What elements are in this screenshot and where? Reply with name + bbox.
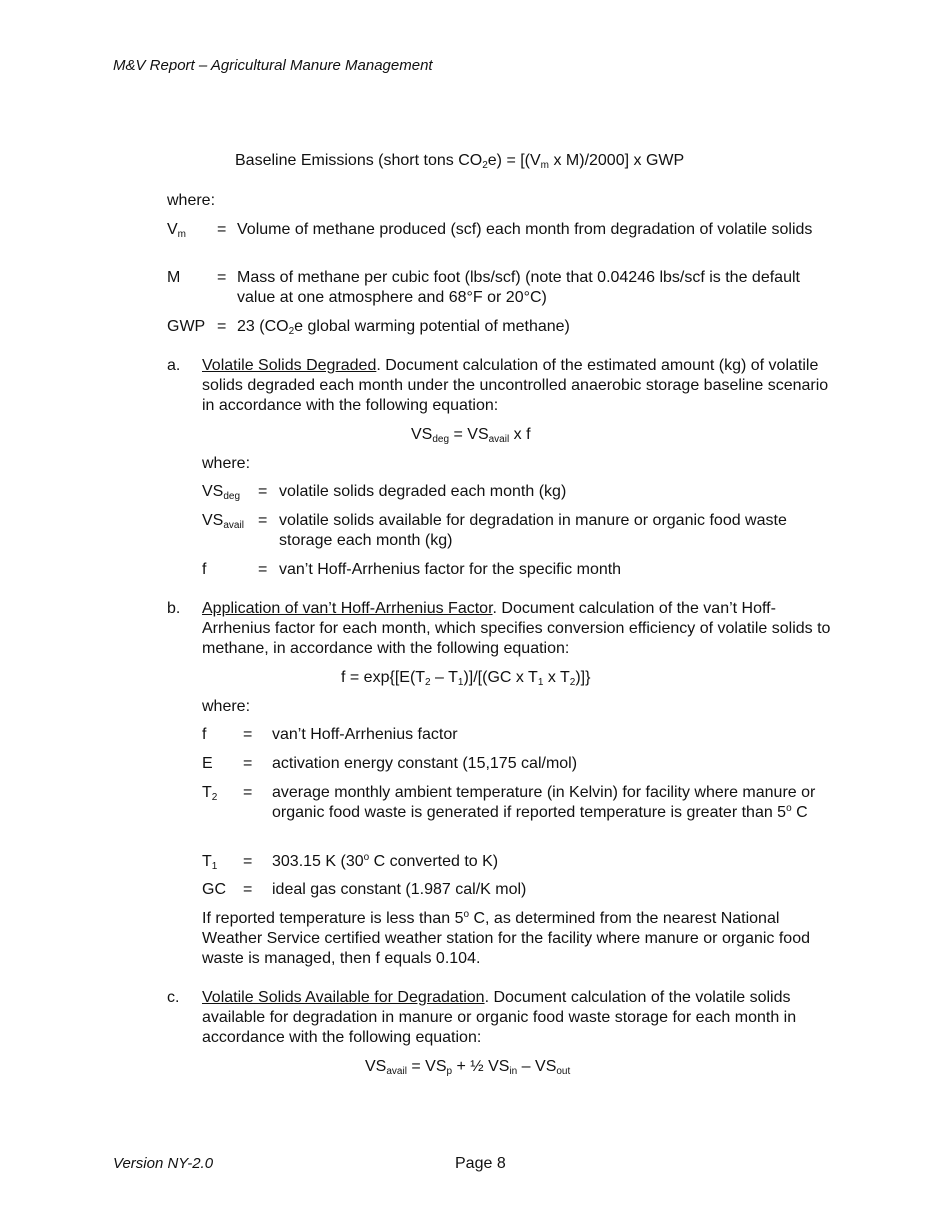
- section-a-paragraph: Volatile Solids Degraded. Document calculation of the estimated amount (kg) of volatile solids degraded each month under the uncontrolled anaerobic storage baseline scenario in accordance with the following equation:: [202, 357, 829, 414]
- definition-desc: 23 ($CO_2e$ global warming potential of methane): [237, 318, 570, 337]
- definition-term: GC: [202, 881, 226, 898]
- baseline-emissions-equation: Baseline Emissions (short tons $CO_2e) = [(V_m$ x M)/2000] x GWP: [235, 152, 685, 171]
- definition-f-factor: f = van’t Hoff-Arrhenius factor: [202, 725, 842, 745]
- definition-desc: average monthly ambient temperature (in Kelvin) for facility where manure or organic food waste is generated if reported temperature is greater than 5$^o$ C: [272, 784, 816, 821]
- definition-gc: GC = ideal gas constant (1.987 cal/K mol): [202, 880, 842, 900]
- section-b-where-label: where:: [202, 698, 251, 715]
- definition-desc: activation energy constant (15,175 cal/mol): [272, 755, 578, 772]
- definition-term: $V_m$: [167, 221, 187, 240]
- definition-term: E: [202, 755, 213, 772]
- definition-desc: Volume of methane produced (scf) each month from degradation of volatile solids: [237, 221, 813, 238]
- low-temperature-note: If reported temperature is less than 5$^o$ C, as determined from the nearest National Weather Service certified weather station for the facility where manure or organic food waste is managed, then f equals 0.104.: [202, 909, 810, 967]
- definition-gwp: GWP = 23 ($CO_2e$ global warming potential of methane): [167, 317, 847, 337]
- definition-term: $T_1$: [202, 853, 218, 872]
- definition-term: M: [167, 269, 181, 286]
- definition-e: E = activation energy constant (15,175 cal/mol): [202, 754, 842, 774]
- intro-where-label: where:: [167, 192, 216, 209]
- section-b-letter: b.: [167, 600, 181, 617]
- section-c-paragraph: Volatile Solids Available for Degradation. Document calculation of the volatile solids available for degradation in manure or organic food waste storage for each month in accordance with the following equation:: [202, 989, 797, 1046]
- section-a-letter: a.: [167, 357, 181, 374]
- definition-term: $VS_{deg}$: [202, 483, 241, 502]
- definition-t2: $T_2$ = average monthly ambient temperature (in Kelvin) for facility where manure or organic food waste is generated if reported temperature is greater than 5$^o$ C: [202, 783, 842, 843]
- section-c-title: Volatile Solids Available for Degradation: [202, 989, 485, 1006]
- definition-term: f: [202, 726, 207, 743]
- vs-degraded-equation: $VS_{deg} = VS_{avail}$ x f: [411, 426, 531, 445]
- definition-f: f = van’t Hoff-Arrhenius factor for the specific month: [202, 560, 842, 580]
- footer-version: Version NY-2.0: [113, 1155, 214, 1172]
- definition-term: $T_2$: [202, 784, 218, 803]
- definition-vs-deg: $VS_{deg}$ = volatile solids degraded each month (kg): [202, 482, 842, 502]
- definition-vs-avail: $VS_{avail}$ = volatile solids available for degradation in manure or organic food waste storage each month (kg): [202, 511, 842, 551]
- section-b-paragraph: Application of van’t Hoff-Arrhenius Factor. Document calculation of the van’t Hoff-Arrhenius factor for each month, which specifies conversion efficiency of volatile solids to methane, in accordance with the following equation:: [202, 600, 831, 657]
- definition-desc: van’t Hoff-Arrhenius factor: [272, 726, 458, 743]
- definition-desc: 303.15 K (30$^o$ C converted to K): [272, 852, 499, 870]
- vs-available-equation: $VS_{avail} = VS_p$ + ½ $VS_{in} - VS_{out}$: [365, 1058, 571, 1077]
- definition-desc: Mass of methane per cubic foot (lbs/scf) (note that 0.04246 lbs/scf is the default value at one atmosphere and 68°F or 20°C): [237, 269, 800, 306]
- section-b-title: Application of van’t Hoff-Arrhenius Factor: [202, 600, 493, 617]
- definition-term: $VS_{avail}$: [202, 512, 244, 531]
- definition-desc: van’t Hoff-Arrhenius factor for the specific month: [279, 561, 622, 578]
- definition-t1: $T_1$ = 303.15 K (30$^o$ C converted to K): [202, 852, 842, 872]
- section-c-letter: c.: [167, 989, 180, 1006]
- section-a-title: Volatile Solids Degraded: [202, 357, 377, 374]
- report-header: M&V Report – Agricultural Manure Management: [113, 57, 433, 74]
- definition-term: f: [202, 561, 207, 578]
- definition-m: M = Mass of methane per cubic foot (lbs/scf) (note that 0.04246 lbs/scf is the default value at one atmosphere and 68°F or 20°C): [167, 268, 847, 308]
- definition-vm: $V_m$ = Volume of methane produced (scf) each month from degradation of volatile solids: [167, 220, 847, 260]
- definition-desc: volatile solids available for degradation in manure or organic food waste storage each month (kg): [279, 512, 787, 549]
- definition-desc: volatile solids degraded each month (kg): [279, 483, 567, 500]
- definition-term: GWP: [167, 318, 206, 335]
- section-a-where-label: where:: [202, 455, 251, 472]
- page-number: Page 8: [455, 1155, 506, 1172]
- arrhenius-equation: $f = \exp\{[E(T_2 - T_1)]/[(GC$ x $T_1$ x $T_2$)]}: [341, 669, 591, 688]
- definition-desc: ideal gas constant (1.987 cal/K mol): [272, 881, 527, 898]
